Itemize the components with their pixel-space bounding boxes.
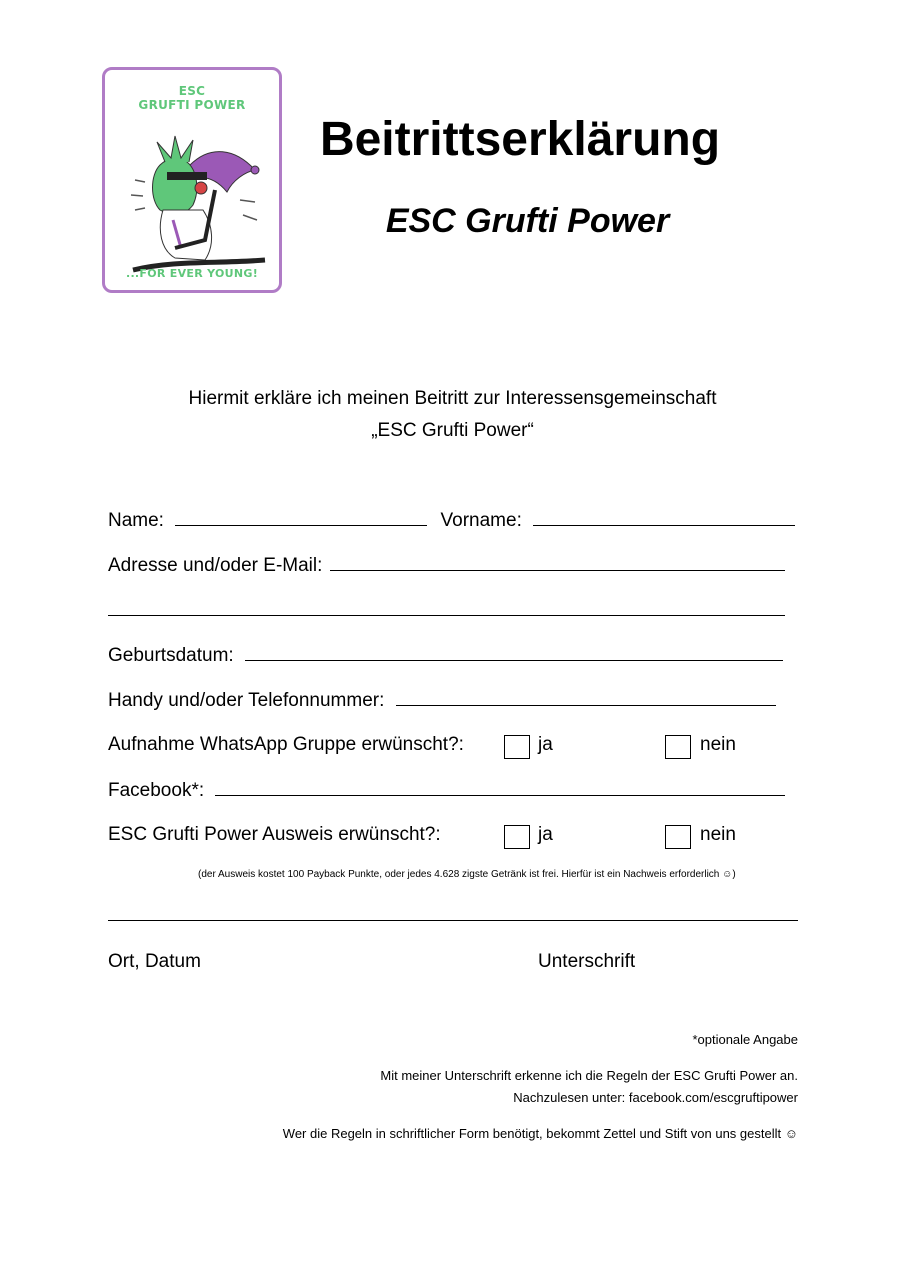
grufti-mascot-icon <box>105 70 279 290</box>
address-row-2 <box>108 599 785 622</box>
phone-label: Handy und/oder Telefonnummer: <box>108 690 385 711</box>
ausweis-yes-checkbox[interactable] <box>504 825 530 849</box>
birthdate-field[interactable] <box>245 644 783 661</box>
facebook-field[interactable] <box>215 779 785 796</box>
page-subtitle: ESC Grufti Power <box>385 202 670 240</box>
rules-line-3: Wer die Regeln in schriftlicher Form benötigt, bekommt Zettel und Stift von uns gestellt ☺ <box>282 1126 798 1141</box>
place-date-label: Ort, Datum <box>108 951 201 972</box>
logo-top-text: ESC GRUFTI POWER <box>138 84 246 112</box>
address-field-line-2[interactable] <box>108 599 785 616</box>
address-row <box>108 554 785 577</box>
ausweis-no-checkbox[interactable] <box>665 825 691 849</box>
phone-row <box>108 689 776 712</box>
intro-line-2: „ESC Grufti Power“ <box>371 420 534 441</box>
whatsapp-no-label: nein <box>700 734 736 755</box>
phone-field[interactable] <box>396 689 776 706</box>
rules-line-2: Nachzulesen unter: facebook.com/escgruftipower <box>513 1090 798 1105</box>
ausweis-note: (der Ausweis kostet 100 Payback Punkte, oder jedes 4.628 zigste Getränk ist frei. Hierfür ist ein Nachweis erforderlich ☺) <box>198 869 736 880</box>
signature-line[interactable] <box>108 920 798 921</box>
ausweis-yes-label: ja <box>538 824 553 845</box>
whatsapp-label: Aufnahme WhatsApp Gruppe erwünscht?: <box>108 734 464 755</box>
whatsapp-no-checkbox[interactable] <box>665 735 691 759</box>
vorname-label: Vorname: <box>440 510 522 531</box>
name-row <box>108 509 795 532</box>
club-logo <box>102 67 282 293</box>
address-label: Adresse und/oder E-Mail: <box>108 555 323 576</box>
intro-line-1: Hiermit erkläre ich meinen Beitritt zur Interessensgemeinschaft <box>188 388 717 409</box>
birthdate-label: Geburtsdatum: <box>108 645 234 666</box>
facebook-label: Facebook*: <box>108 780 205 801</box>
signature-label: Unterschrift <box>538 951 636 972</box>
name-label: Name: <box>108 510 164 531</box>
address-field[interactable] <box>330 554 785 571</box>
facebook-row <box>108 779 785 802</box>
page-title: Beitrittserklärung <box>319 113 721 166</box>
logo-bottom-text: ...FOR EVER YOUNG! <box>125 267 259 280</box>
birthdate-row <box>108 644 783 667</box>
optional-note: *optionale Angabe <box>692 1032 798 1047</box>
vorname-field[interactable] <box>533 509 795 526</box>
name-field[interactable] <box>175 509 427 526</box>
whatsapp-yes-label: ja <box>538 734 553 755</box>
ausweis-label: ESC Grufti Power Ausweis erwünscht?: <box>108 824 441 845</box>
ausweis-no-label: nein <box>700 824 736 845</box>
whatsapp-yes-checkbox[interactable] <box>504 735 530 759</box>
rules-line-1: Mit meiner Unterschrift erkenne ich die Regeln der ESC Grufti Power an. <box>380 1068 798 1083</box>
